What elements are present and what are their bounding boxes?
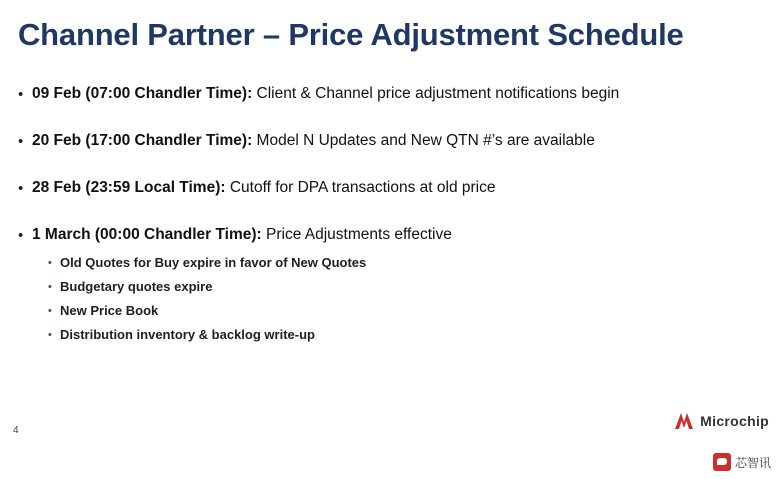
sub-bullet-marker-icon: • <box>48 281 52 293</box>
list-item <box>18 84 763 105</box>
microchip-logo-icon <box>673 411 695 431</box>
list-item-lead: 28 Feb (23:59 Local Time): <box>32 179 226 196</box>
sub-list-item-label: New Price Book <box>60 303 159 318</box>
list-item-rest: Client & Channel price adjustment notifications begin <box>252 85 620 102</box>
list-item-text <box>32 178 763 198</box>
page-number: 4 <box>13 425 19 436</box>
list-item-lead: 20 Feb (17:00 Chandler Time): <box>32 132 253 149</box>
list-item <box>18 225 763 344</box>
list-item-lead: 1 March (00:00 Chandler Time): <box>32 226 262 243</box>
bullet-marker-icon: • <box>18 86 24 103</box>
microchip-logo <box>673 411 769 431</box>
page-title: Channel Partner – Price Adjustment Schedule <box>18 17 684 52</box>
list-item-rest: Price Adjustments effective <box>261 226 452 243</box>
list-item <box>18 131 763 152</box>
microchip-logo-text: Microchip <box>700 413 769 429</box>
sub-bullet-marker-icon: • <box>48 305 52 317</box>
bullet-marker-icon: • <box>18 227 24 244</box>
sub-bullet-marker-icon: • <box>48 257 52 269</box>
sub-list-item <box>48 254 763 272</box>
list-item-rest: Model N Updates and New QTN #’s are available <box>252 132 595 149</box>
sub-list-item <box>48 278 763 296</box>
wechat-icon <box>713 453 731 471</box>
list-item-text <box>32 225 763 344</box>
sub-list-item-label: Old Quotes for Buy expire in favor of New Quotes <box>60 255 367 270</box>
sub-list-item <box>48 326 763 344</box>
list-item-text <box>32 131 763 151</box>
list-item-text <box>32 84 763 104</box>
bullet-marker-icon: • <box>18 133 24 150</box>
sub-list-item-label: Budgetary quotes expire <box>60 279 213 294</box>
list-item <box>18 178 763 199</box>
watermark <box>713 453 771 471</box>
sub-bullet-marker-icon: • <box>48 329 52 341</box>
sub-list-item-label: Distribution inventory & backlog write-up <box>60 327 315 342</box>
list-item-rest: Cutoff for DPA transactions at old price <box>225 179 496 196</box>
sub-list <box>48 254 763 344</box>
sub-list-item <box>48 302 763 320</box>
bullet-list <box>18 84 763 344</box>
bullet-marker-icon: • <box>18 180 24 197</box>
list-item-lead: 09 Feb (07:00 Chandler Time): <box>32 85 253 102</box>
watermark-text: 芯智讯 <box>734 455 771 470</box>
